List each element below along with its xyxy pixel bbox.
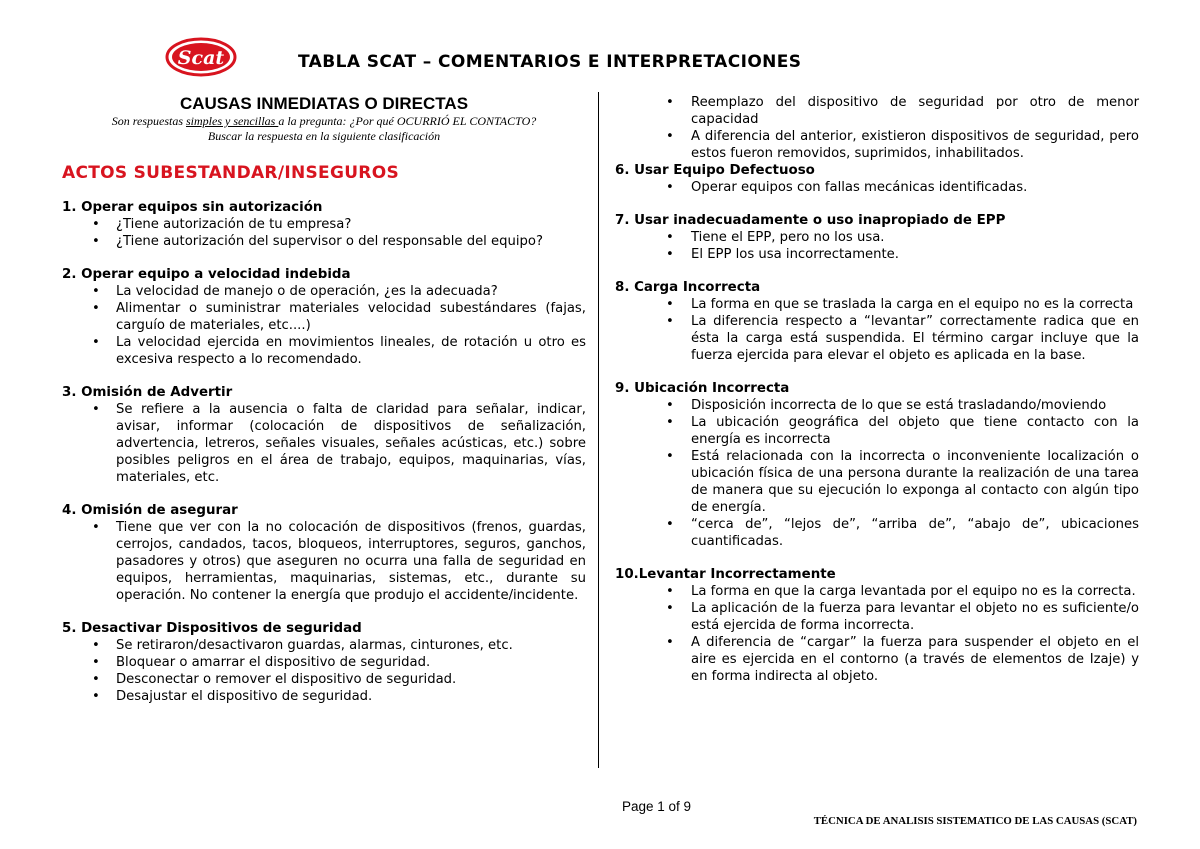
red-heading: ACTOS SUBESTANDAR/INSEGUROS: [62, 163, 399, 183]
continued-bullets: [612, 94, 1139, 162]
bullet-item: • Operar equipos con fallas mecánicas identificadas.: [612, 179, 1139, 196]
document-title: TABLA SCAT – COMENTARIOS E INTERPRETACIONES: [298, 52, 802, 72]
bullet-item: • La aplicación de la fuerza para levantar el objeto no es suficiente/o está ejercida de forma incorrecta.: [612, 600, 1139, 634]
bullet-list: [612, 179, 1139, 196]
bullet-list: [62, 519, 586, 604]
bullet-list: [62, 401, 586, 486]
item-title: 5. Desactivar Dispositivos de seguridad: [62, 621, 362, 636]
page-number: Page 1 of 9: [622, 799, 692, 814]
bullet-item: • La ubicación geográfica del objeto que tiene contacto con la energía es incorrecta: [612, 414, 1139, 448]
list-item: [612, 162, 1139, 196]
bullet-list: [62, 216, 586, 250]
bullet-item: • El EPP los usa incorrectamente.: [612, 246, 1139, 263]
list-item: [612, 279, 1139, 364]
list-item: [612, 212, 1139, 263]
bullet-item: • Bloquear o amarrar el dispositivo de seguridad.: [62, 654, 586, 671]
bullet-list: [62, 637, 586, 705]
bullet-item: • A diferencia del anterior, existieron dispositivos de seguridad, pero estos fueron removidos, suprimidos, inhabilitados.: [612, 128, 1139, 162]
bullet-list: [612, 229, 1139, 263]
list-item: [612, 380, 1139, 550]
bullet-list: [612, 397, 1139, 550]
bullet-item: • A diferencia de “cargar” la fuerza para suspender el objeto en el aire es ejercida en el contorno (a través de elementos de Izaje) y en forma indirecta al objeto.: [612, 634, 1139, 685]
list-item: [62, 199, 586, 250]
right-column: [612, 94, 1139, 701]
bullet-item: • ¿Tiene autorización de tu empresa?: [62, 216, 586, 233]
right-items: [612, 162, 1139, 685]
bullet-item: • Desajustar el dispositivo de seguridad.: [62, 688, 586, 705]
bullet-item: • Alimentar o suministrar materiales velocidad subestándares (fajas, carguío de materiales, etc....): [62, 300, 586, 334]
logo-text: Scat: [177, 47, 225, 69]
list-item: [62, 502, 586, 604]
bullet-item: • Disposición incorrecta de lo que se está trasladando/moviendo: [612, 397, 1139, 414]
item-title: 10.Levantar Incorrectamente: [615, 567, 836, 582]
bullet-item: • ¿Tiene autorización del supervisor o del responsable del equipo?: [62, 233, 586, 250]
bullet-item: • Tiene que ver con la no colocación de dispositivos (frenos, guardas, cerrojos, candados, tacos, bloqueos, interruptores, seguros, ganchos, pasadores y otros) que aseguren no ocurra una falla de seguridad en equipos, herramientas, maquinarias, sistemas, etc., durante su operación. No contener la energía que produjo el accidente/incidente.: [62, 519, 586, 604]
left-items: [62, 199, 586, 705]
list-item: [62, 620, 586, 705]
item-title: 1. Operar equipos sin autorización: [62, 200, 323, 215]
bullet-item: • Se retiraron/desactivaron guardas, alarmas, cinturones, etc.: [62, 637, 586, 654]
bullet-item: • La velocidad ejercida en movimientos lineales, de rotación u otro es excesiva respecto a lo recomendado.: [62, 334, 586, 368]
list-item: [612, 566, 1139, 685]
list-item: [62, 266, 586, 368]
bullet-item: • La velocidad de manejo o de operación, ¿es la adecuada?: [62, 283, 586, 300]
bullet-item: • “cerca de”, “lejos de”, “arriba de”, “abajo de”, ubicaciones cuantificadas.: [612, 516, 1139, 550]
footer-doc-name: TÉCNICA DE ANALISIS SISTEMATICO DE LAS CAUSAS (SCAT): [813, 815, 1137, 827]
left-column: [62, 92, 586, 721]
item-title: 8. Carga Incorrecta: [615, 280, 761, 295]
bullet-list: [612, 296, 1139, 364]
bullet-item: • Desconectar o remover el dispositivo de seguridad.: [62, 671, 586, 688]
bullet-item: • Está relacionada con la incorrecta o inconveniente localización o ubicación física de una persona durante la realización de una tarea de manera que su ejecución lo exponga al contacto con algún tipo de energía.: [612, 448, 1139, 516]
section-title: CAUSAS INMEDIATAS O DIRECTAS: [179, 94, 469, 113]
bullet-item: • La diferencia respecto a “levantar” correctamente radica que en ésta la carga está suspendida. El término cargar incluye que la fuerza ejercida para elevar el objeto es aplicada en la base.: [612, 313, 1139, 364]
bullet-item: • Reemplazo del dispositivo de seguridad por otro de menor capacidad: [612, 94, 1139, 128]
bullet-item: • Tiene el EPP, pero no los usa.: [612, 229, 1139, 246]
bullet-item: • La forma en que la carga levantada por el equipo no es la correcta.: [612, 583, 1139, 600]
item-title: 3. Omisión de Advertir: [62, 385, 233, 400]
item-title: 6. Usar Equipo Defectuoso: [615, 163, 815, 178]
bullet-list: [62, 283, 586, 368]
list-item: [62, 384, 586, 486]
scat-logo: [165, 37, 237, 77]
bullet-list: [612, 583, 1139, 685]
bullet-item: • Se refiere a la ausencia o falta de claridad para señalar, indicar, avisar, informar (colocación de dispositivos de señalización, advertencia, letreros, señales visuales, señales acústicas, etc.) sobre posibles peligros en el área de trabajo, equipos, maquinarias, vías, materiales, etc.: [62, 401, 586, 486]
item-title: 9. Ubicación Incorrecta: [615, 381, 790, 396]
bullet-item: • La forma en que se traslada la carga en el equipo no es la correcta: [612, 296, 1139, 313]
item-title: 7. Usar inadecuadamente o uso inapropiado de EPP: [615, 213, 1006, 228]
intro-text: Son respuestas simples y sencillas a la pregunta: ¿Por qué OCURRIÓ EL CONTACTO? Buscar la respuesta en la siguiente clasificación: [111, 114, 537, 143]
item-title: 2. Operar equipo a velocidad indebida: [62, 267, 351, 282]
column-divider: [598, 92, 599, 768]
item-title: 4. Omisión de asegurar: [62, 503, 238, 518]
